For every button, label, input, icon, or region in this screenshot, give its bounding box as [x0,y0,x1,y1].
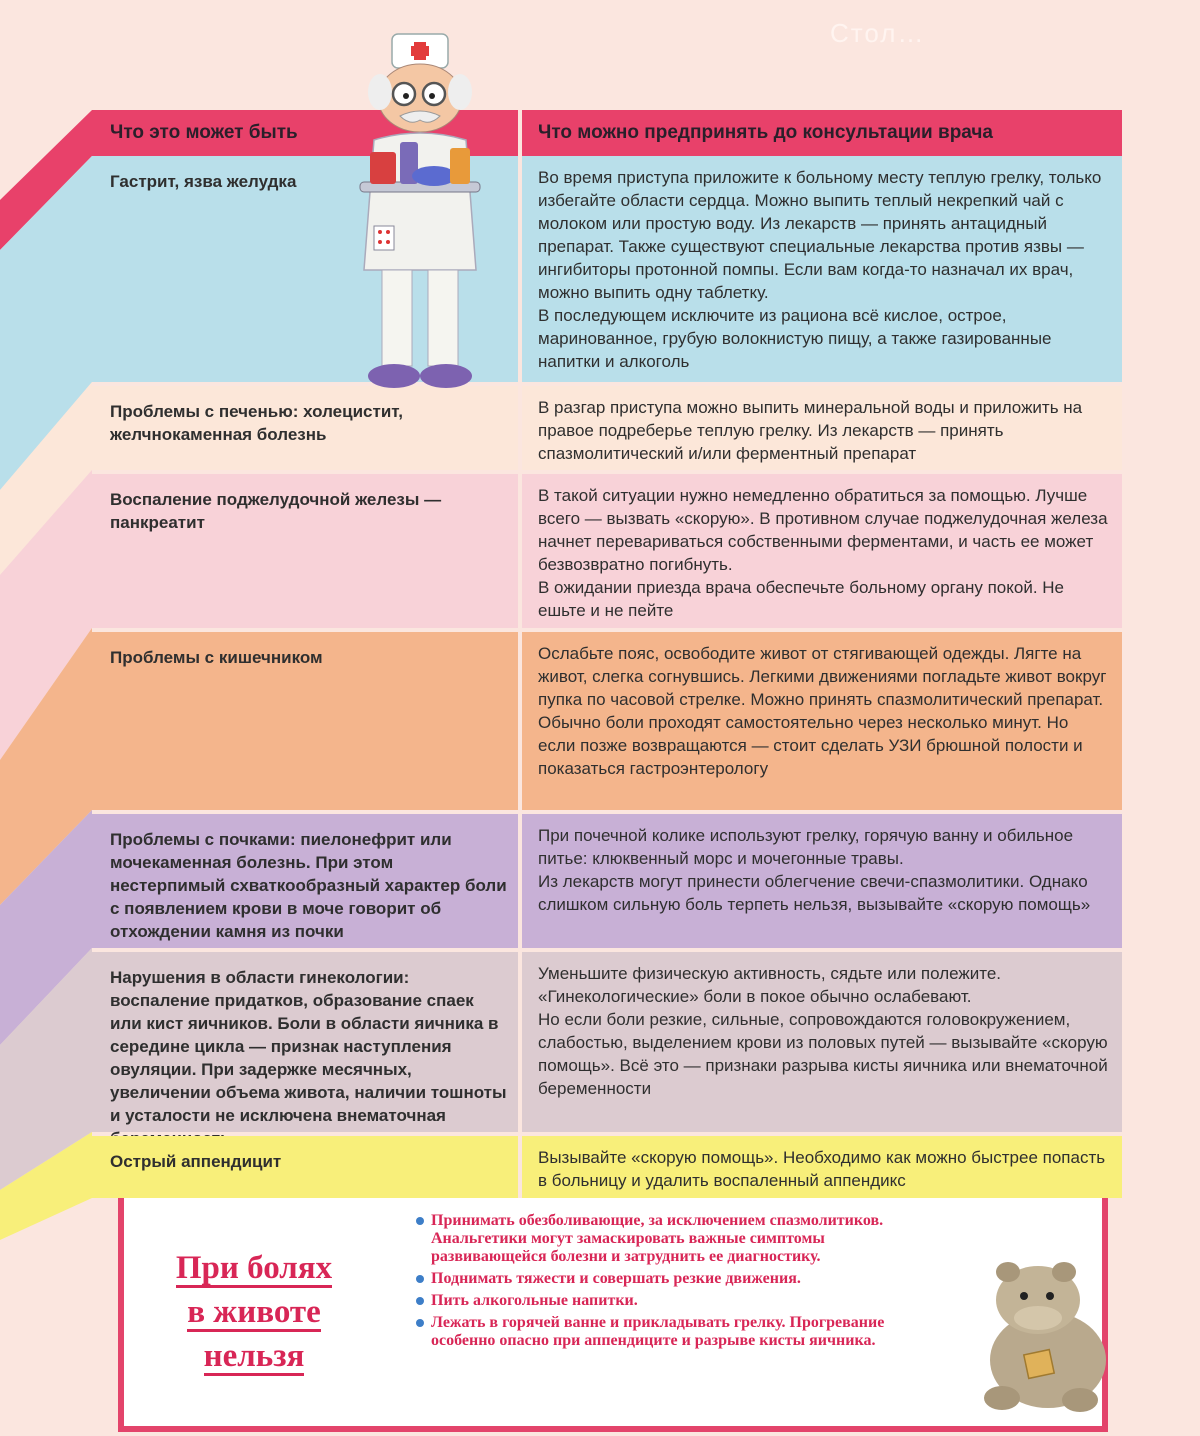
advice-cell [522,952,1122,1132]
warning-list [416,1212,916,1354]
header-col-advice: Что можно предпринять до консультации врача [522,110,1122,156]
warning-title-line: нельзя [203,1338,305,1374]
warning-item: Принимать обезболивающие, за исключением спазмолитиков. Анальгетики могут замаскировать важные симптомы развивающейся болезни и затруднить ее диагностику. [416,1212,916,1266]
advice-paragraph: Вызывайте «скорую помощь». Необходимо как можно быстрее попасть в больницу и удалить воспаленный аппендикс [538,1148,1106,1190]
problem-cell: Воспаление поджелудочной железы — панкреатит [92,474,518,628]
advice-paragraph: Во время приступа приложите к больному месту теплую грелку, только избегайте области сердца. Можно выпить теплый некрепкий чай с молоком или простую воду. Из лекарств — принять антацидный препарат. Также существуют специальные лекарства против язвы — ингибиторы протонной помпы. Если вам когда-то назначал их врач, можно выпить одну таблетку. [538,168,1102,302]
header-col-problem: Что это может быть [92,110,518,156]
advice-cell [522,474,1122,628]
warning-title-line: в животе [187,1294,321,1330]
doctor-illustration [330,30,500,400]
table-row [92,156,1122,382]
warning-box [118,1198,1108,1432]
table-row [92,474,1122,628]
table-row [92,1136,1122,1198]
advice-paragraph: В последующем исключите из рациона всё кислое, острое, маринованное, грубую волокнистую пищу, а также газированные напитки и алкоголь [538,306,1052,371]
advice-paragraph: В такой ситуации нужно немедленно обратиться за помощью. Лучше всего — вызвать «скорую». В противном случае поджелудочная железа начнет перевариваться собственными ферментами, и часть ее может безвозвратно погибнуть. [538,486,1108,574]
hippo-toy-illustration [968,1250,1118,1420]
advice-cell [522,814,1122,948]
table-row [92,814,1122,948]
advice-paragraph: Уменьшите физическую активность, сядьте или полежите. «Гинекологические» боли в покое обычно ослабевают. [538,964,1002,1006]
advice-paragraph: При почечной колике используют грелку, горячую ванну и обильное питье: клюквенный морс и мочегонные травы. [538,826,1074,868]
advice-paragraph: Обычно боли проходят самостоятельно через несколько минут. Но если позже возвращаются — стоит сделать УЗИ брюшной полости и показаться гастроэнтерологу [538,713,1083,778]
advice-paragraph: Ослабьте пояс, освободите живот от стягивающей одежды. Лягте на живот, слегка согнувшись. Легкими движениями погладьте живот вокруг пупка по часовой стрелке. Можно принять спазмолитический препарат. [538,644,1107,709]
faded-heading: Стол… [830,18,926,48]
advice-cell [522,156,1122,382]
table-row [92,632,1122,810]
advice-paragraph: В ожидании приезда врача обеспечьте больному органу покой. Не ешьте и не пейте [538,578,1064,620]
advice-paragraph: В разгар приступа можно выпить минеральной воды и приложить на правое подреберье теплую грелку. Из лекарств — принять спазмолитический и/или ферментный препарат [538,398,1083,463]
problem-cell: Проблемы с печенью: холецистит, желчнокаменная болезнь [92,386,518,470]
advice-paragraph: Из лекарств могут принести облегчение свечи-спазмолитики. Однако слишком сильную боль терпеть нельзя, вызывайте «скорую помощь» [538,872,1091,914]
problem-cell: Гастрит, язва желудка [92,156,518,382]
warning-item: Поднимать тяжести и совершать резкие движения. [416,1270,916,1288]
advice-paragraph: Но если боли резкие, сильные, сопровождаются головокружением, слабостью, выделением крови из половых путей — вызывайте «скорую помощь». Всё это — признаки разрыва кисты яичника или внематочной беременности [538,1010,1108,1098]
advice-cell [522,1136,1122,1198]
table-row [92,952,1122,1132]
table-row [92,386,1122,470]
warning-title [154,1248,354,1380]
advice-cell [522,632,1122,810]
problem-cell: Острый аппендицит [92,1136,518,1198]
warning-item: Пить алкогольные напитки. [416,1292,916,1310]
problem-cell: Нарушения в области гинекологии: воспаление придатков, образование спаек или кист яичников. Боли в области яичника в середине цикла — признак наступления овуляции. При задержке месячных, увеличении объема живота, наличии тошноты и усталости не исключена внематочная [92,952,518,1132]
advice-cell [522,386,1122,470]
warning-title-line: При болях [175,1250,333,1286]
warning-item: Лежать в горячей ванне и прикладывать грелку. Прогревание особенно опасно при аппендиците и разрыве кисты яичника. [416,1314,916,1350]
problem-cell: Проблемы с кишечником [92,632,518,810]
problem-cell: Проблемы с почками: пиелонефрит или мочекаменная болезнь. При этом нестерпимый схваткообразный характер боли с появлением крови в моче говорит об отхождении камня из почки [92,814,518,948]
